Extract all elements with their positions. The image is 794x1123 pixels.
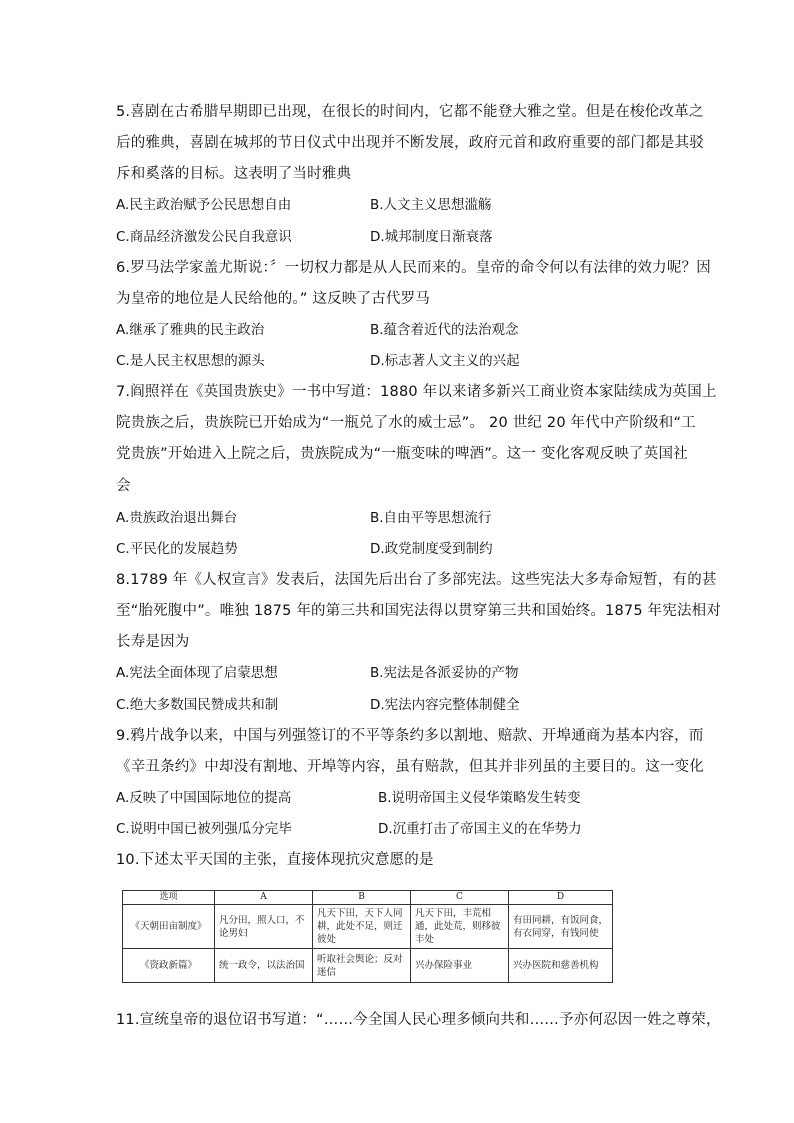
q8-option-c[interactable]: C.绝大多数国民赞成共和制	[116, 697, 279, 713]
q5-line-1: 5.喜剧在古希腊早期即已出现，在很长的时间内，它都不能登大雅之堂。但是在梭伦改革之	[116, 104, 704, 120]
table-cell: 有田同耕，有饭同食，有衣同穿，有钱同使	[509, 905, 613, 949]
q6-option-b[interactable]: B.蕴含着近代的法治观念	[370, 322, 519, 338]
table-row	[123, 905, 613, 949]
q7-line-1: 7.阎照祥在《英国贵族史》一书中写道：1880 年以来诸多新兴工商业资本家陆续成为英国上	[116, 384, 717, 400]
q9-option-c[interactable]: C.说明中国已被列强瓜分完毕	[116, 821, 292, 837]
q6-option-d[interactable]: D.标志著人文主义的兴起	[370, 353, 520, 369]
q7-line-2: 院贵族之后，贵族院已开始成为“一瓶兑了水的威士忌”。 20 世纪 20 年代中产阶级和“工	[116, 415, 696, 431]
q5-option-c[interactable]: C.商品经济激发公民自我意识	[116, 229, 292, 245]
q8-option-a[interactable]: A.宪法全面体现了启蒙思想	[116, 665, 278, 681]
table-row-label: 《资政新篇》	[123, 949, 215, 983]
q5-option-a[interactable]: A.民主政治赋予公民思想自由	[116, 197, 292, 213]
q8-option-b[interactable]: B.宪法是各派妥协的产物	[370, 665, 519, 681]
q7-option-d[interactable]: D.政党制度受到制约	[370, 541, 493, 557]
table-cell: 听取社会舆论；反对迷信	[313, 949, 411, 983]
q5-line-2: 后的雅典，喜剧在城邦的节日仪式中出现并不断发展，政府元首和政府重要的部门都是其驳	[116, 135, 704, 151]
q9-option-d[interactable]: D.沉重打击了帝国主义的在华势力	[378, 821, 582, 837]
q8-option-d[interactable]: D.宪法内容完整体制健全	[370, 697, 520, 713]
table-cell: 兴办医院和慈善机构	[509, 949, 613, 983]
table-row	[123, 949, 613, 983]
q5-line-3: 斥和奚落的目标。这表明了当时雅典	[116, 166, 352, 182]
table-cell: 凡天下田，丰荒相通，此处荒，则移彼丰处	[411, 905, 509, 949]
table-header-cell: B	[313, 891, 411, 905]
q5-option-d[interactable]: D.城邦制度日渐衰落	[370, 229, 493, 245]
q9-line-1: 9.鸦片战争以来，中国与列强签订的不平等条约多以割地、赔款、开埠通商为基本内容，而	[116, 728, 704, 744]
q9-option-a[interactable]: A.反映了中国国际地位的提高	[116, 790, 292, 806]
q7-option-c[interactable]: C.平民化的发展趋势	[116, 541, 238, 557]
table-header-cell: C	[411, 891, 509, 905]
q6-option-a[interactable]: A.继承了雅典的民主政治	[116, 322, 265, 338]
q9-option-b[interactable]: B.说明帝国主义侵华策略发生转变	[378, 790, 581, 806]
q6-option-c[interactable]: C.是人民主权思想的源头	[116, 353, 265, 369]
table-cell: 凡分田，照人口，不论男妇	[215, 905, 313, 949]
q7-option-a[interactable]: A.贵族政治退出舞台	[116, 510, 238, 526]
table-header-cell: 选项	[123, 891, 215, 905]
q8-line-2: 至“胎死腹中”。唯独 1875 年的第三共和国宪法得以贯穿第三共和国始终。1875 年宪法相对	[116, 603, 722, 619]
table-header-cell: D	[509, 891, 613, 905]
q11-line-1: 11.宣统皇帝的退位诏书写道：“……今全国人民心理多倾向共和……予亦何忍因一姓之尊荣，	[116, 1012, 721, 1028]
table-header-cell: A	[215, 891, 313, 905]
table-header-row	[123, 891, 613, 905]
q6-line-1: 6.罗马法学家盖尤斯说：〞一切权力都是从人民而来的。皇帝的命令何以有法律的效力呢？因	[116, 260, 711, 276]
q7-line-3: 党贵族”开始进入上院之后，贵族院成为“一瓶变味的啤酒”。这一 变化客观反映了英国社	[116, 446, 688, 462]
q9-line-2: 《辛丑条约》中却没有割地、开埠等内容，虽有赔款，但其并非列虽的主要目的。这一变化	[116, 759, 704, 775]
q8-line-1: 8.1789 年《人权宣言》发表后，法国先后出台了多部宪法。这些宪法大多寿命短暂，有的甚	[116, 572, 717, 588]
q5-option-b[interactable]: B.人文主义思想滥觞	[370, 197, 492, 213]
q8-line-3: 长寿是因为	[116, 634, 190, 650]
q6-line-2: 为皇帝的地位是人民给他的。” 这反映了古代罗马	[116, 291, 430, 307]
table-cell: 凡天下田，天下人同耕，此处不足，则迁彼处	[313, 905, 411, 949]
q10-line-1: 10.下述太平天国的主张，直接体现抗灾意愿的是	[116, 852, 434, 868]
q10-options-table	[122, 890, 613, 983]
q7-option-b[interactable]: B.自由平等思想流行	[370, 510, 492, 526]
table-cell: 统一政令，以法治国	[215, 949, 313, 983]
table-row-label: 《天朝田亩制度》	[123, 905, 215, 949]
q7-line-4: 会	[116, 478, 131, 494]
table-cell: 兴办保险事业	[411, 949, 509, 983]
